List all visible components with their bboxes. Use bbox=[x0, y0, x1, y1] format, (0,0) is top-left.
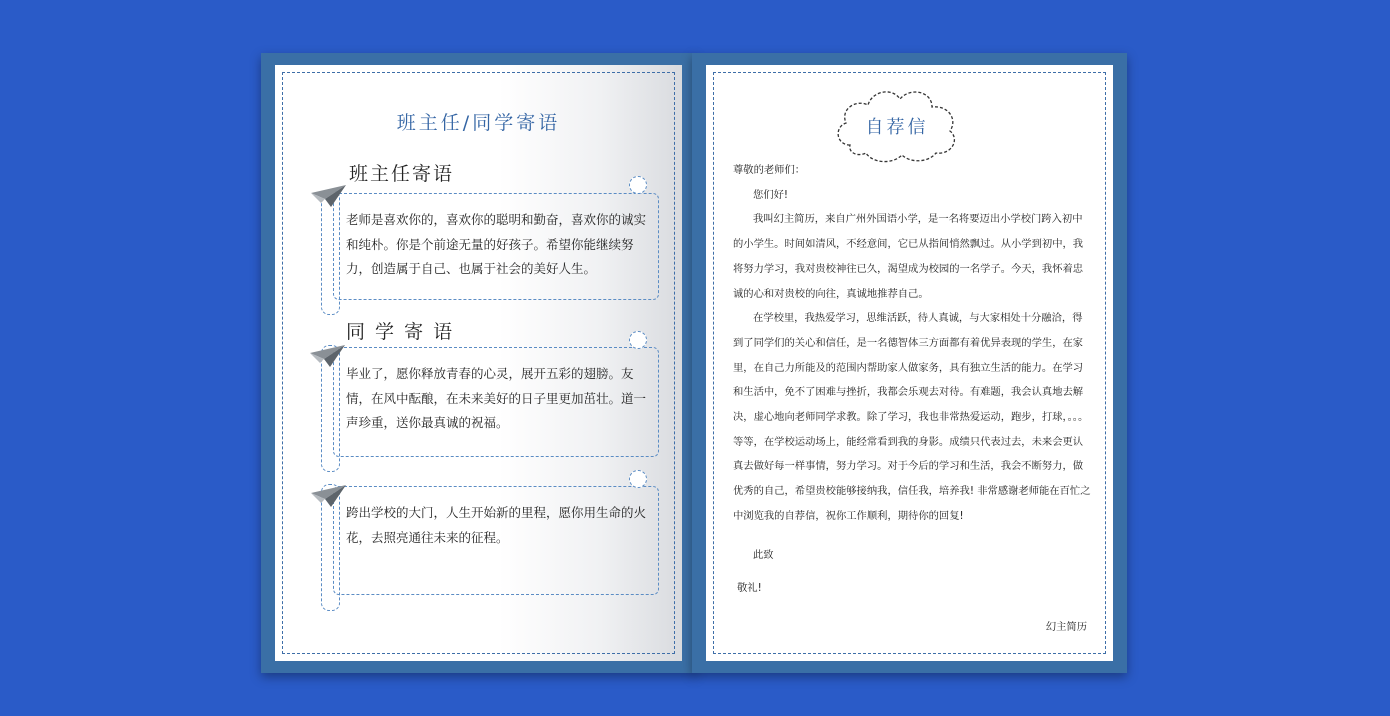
paper-plane-icon bbox=[311, 483, 347, 509]
letter-paragraph-2: 在学校里，我热爱学习，思维活跃，待人真诚，与大家相处十分融洽，得到了同学们的关心和信任，是一名德智体三方面都有着优异表现的学生，在家里，在自己力所能及的范围内帮助家人做家务，具有独立生活的能力。在学习和生活中，免不了困难与挫折，我都会乐观去对待。有难题，我会认真地去解决，虚心地向老师同学求教。除了学习，我也非常热爱运动，跑步，打球，。。。等等，在学校运动场上，能经常看到我的身影。成绩只代表过去，未来会更认真去做好每一样事情，努力学习。对于今后的学习和生活，我会不断努力，做优秀的自己，希望贵校能够接纳我，信任我，培养我! 非常感谢老师能在百忙之中浏览我的自荐信，祝你工作顺利，期待你的回复! bbox=[733, 312, 1091, 522]
classmate-message-card-2 bbox=[333, 486, 659, 595]
paper-plane-icon bbox=[311, 183, 347, 209]
salutation: 尊敬的老师们： bbox=[733, 164, 806, 176]
classmate-message-1: 毕业了，愿你释放青春的心灵，展开五彩的翅膀。友情，在风中酝酿，在未来美好的日子里更加茁壮。道一声珍重，送你最真诚的祝福。 bbox=[346, 366, 647, 430]
card-curl bbox=[629, 331, 647, 349]
left-paper bbox=[275, 65, 682, 661]
letter-body bbox=[733, 158, 1091, 601]
classmate-heading: 同 学 寄 语 bbox=[346, 321, 455, 343]
card-curl bbox=[629, 176, 647, 194]
left-page bbox=[261, 53, 696, 673]
letter-paragraph-1: 我叫幻主简历，来自广州外国语小学，是一名将要迈出小学校门跨入初中的小学生。时间如清风，不经意间，它已从指间悄然飘过。从小学到初中，我将努力学习，我对贵校神往已久，渴望成为校园的一名学子。今天，我怀着忠诚的心和对贵校的向往，真诚地推荐自己。 bbox=[733, 213, 1084, 300]
right-paper bbox=[706, 65, 1113, 661]
classmate-message-2: 跨出学校的大门，人生开始新的里程，愿你用生命的火花，去照亮通往未来的征程。 bbox=[346, 505, 647, 545]
paper-plane-icon bbox=[310, 343, 346, 369]
signature: 幻主简历 bbox=[1045, 621, 1087, 633]
greeting: 您们好! bbox=[753, 188, 789, 201]
teacher-message-card bbox=[333, 193, 659, 300]
card-curl bbox=[629, 470, 647, 488]
closing-1: 此致 bbox=[753, 548, 774, 561]
page-title: 班主任/同学寄语 bbox=[396, 112, 561, 134]
letter-title: 自荐信 bbox=[865, 117, 929, 138]
right-page bbox=[692, 53, 1127, 673]
classmate-message-card-1 bbox=[333, 347, 659, 457]
teacher-message: 老师是喜欢你的，喜欢你的聪明和勤奋，喜欢你的诚实和纯朴。你是个前途无量的好孩子。希望你能继续努力，创造属于自己、也属于社会的美好人生。 bbox=[346, 212, 647, 276]
teacher-heading: 班主任寄语 bbox=[349, 163, 455, 185]
closing-2: 敬礼! bbox=[737, 582, 762, 595]
